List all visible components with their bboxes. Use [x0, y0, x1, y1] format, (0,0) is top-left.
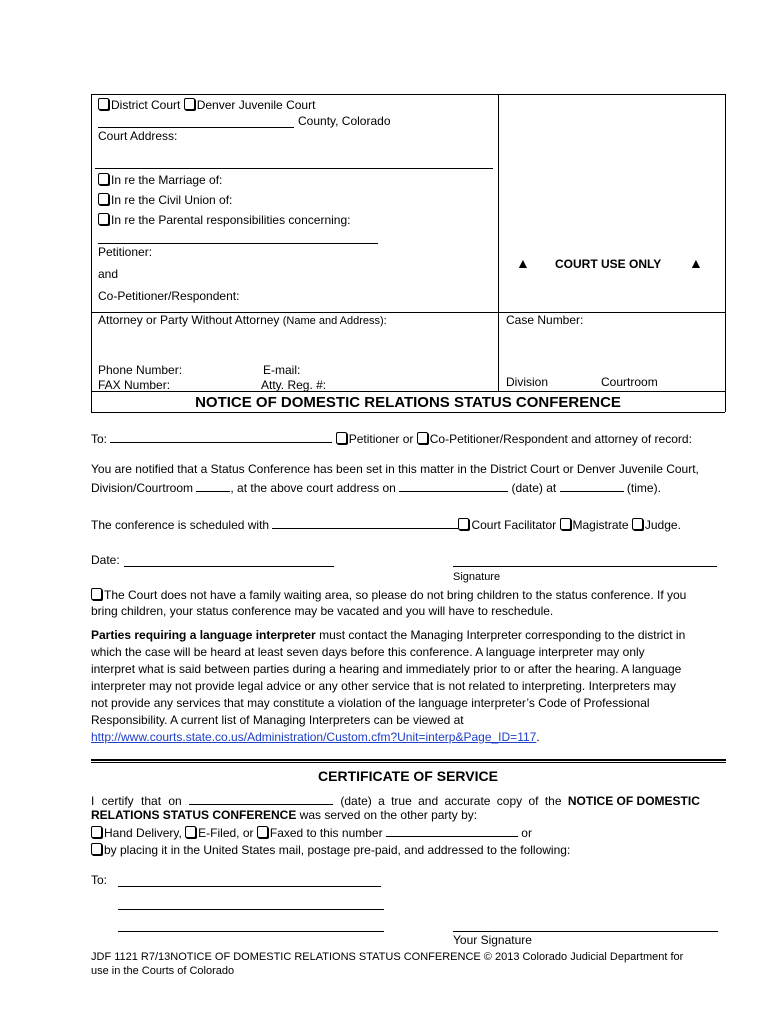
- email-label: E-mail:: [263, 363, 301, 377]
- and-label: and: [98, 267, 119, 281]
- division-courtroom-field[interactable]: [196, 480, 230, 492]
- cert-to-label: To:: [91, 873, 108, 887]
- civil-union-label: In re the Civil Union of:: [111, 193, 233, 207]
- signature-field[interactable]: [453, 566, 717, 567]
- url-end: .: [536, 730, 540, 744]
- petitioner-checkbox[interactable]: [336, 432, 347, 444]
- division-courtroom-label: Division/Courtroom: [91, 481, 194, 495]
- section-divider: [91, 759, 726, 761]
- court-address-field[interactable]: [95, 168, 493, 169]
- attorney-label: Attorney or Party Without Attorney: [98, 313, 280, 327]
- magistrate-checkbox[interactable]: [560, 518, 571, 530]
- conference-date-field[interactable]: [399, 480, 508, 492]
- district-court-checkbox[interactable]: [98, 98, 109, 110]
- mail-checkbox[interactable]: [91, 843, 102, 855]
- time-text: (time).: [626, 481, 661, 495]
- case-number-label: Case Number:: [506, 313, 584, 327]
- efiled-label: E-Filed, or: [198, 826, 254, 840]
- district-court-label: District Court: [111, 98, 181, 112]
- document-title: NOTICE OF DOMESTIC RELATIONS STATUS CONFERENCE: [195, 394, 621, 411]
- county-label: County, Colorado: [298, 114, 391, 128]
- fax-label: FAX Number:: [98, 378, 171, 392]
- section-divider: [91, 762, 726, 763]
- denver-juvenile-checkbox[interactable]: [184, 98, 195, 110]
- court-facilitator-label: Court Facilitator: [471, 518, 557, 532]
- petitioner-opt-label: Petitioner or: [348, 432, 414, 446]
- certify-mid: (date) a true and accurate copy of the: [340, 794, 562, 808]
- up-triangle-icon: ▲: [516, 255, 530, 271]
- interpreter-line5: not provide any services that may constitute a violation of the language interpreter’s Code of Professional: [91, 696, 650, 710]
- co-petitioner-opt-label: Co-Petitioner/Respondent and attorney of record:: [429, 432, 692, 446]
- waiting-area-checkbox[interactable]: [91, 588, 102, 600]
- court-address-label: Court Address:: [98, 129, 178, 143]
- fax-number-field[interactable]: [386, 825, 518, 837]
- petitioner-label: Petitioner:: [98, 245, 153, 259]
- date-label: Date:: [91, 553, 120, 567]
- judge-checkbox[interactable]: [632, 518, 643, 530]
- up-triangle-icon: ▲: [689, 255, 703, 271]
- interpreter-line6: Responsibility. A current list of Managing Interpreters can be viewed at: [91, 713, 464, 727]
- courtroom-label: Courtroom: [601, 375, 658, 389]
- notified-line: You are notified that a Status Conference has been set in this matter in the District Court or Denver Juvenile Court,: [91, 462, 699, 476]
- address-line-2[interactable]: [118, 909, 384, 910]
- interpreter-bold-lead: Parties requiring a language interpreter: [91, 628, 316, 642]
- waiting-area-line2: bring children, your status conference may be vacated and you will have to reschedule.: [91, 604, 554, 618]
- interpreter-line1: must contact the Managing Interpreter corresponding to the district in: [315, 628, 686, 642]
- notice-bold-1: NOTICE OF DOMESTIC: [567, 794, 700, 808]
- parental-resp-label: In re the Parental responsibilities concerning:: [111, 213, 351, 227]
- address-line-3[interactable]: [118, 931, 384, 932]
- magistrate-label: Magistrate: [572, 518, 629, 532]
- footer-line1: JDF 1121 R7/13NOTICE OF DOMESTIC RELATIONS STATUS CONFERENCE © 2013 Colorado Judicial Department for: [91, 951, 684, 963]
- phone-label: Phone Number:: [98, 363, 183, 377]
- co-petitioner-label: Co-Petitioner/Respondent:: [98, 289, 240, 303]
- interpreters-list-link[interactable]: http://www.courts.state.co.us/Administration/Custom.cfm?Unit=interp&Page_ID=117: [91, 730, 537, 744]
- denver-juvenile-label: Denver Juvenile Court: [196, 98, 316, 112]
- parties-field[interactable]: [98, 243, 378, 244]
- atty-reg-label: Atty. Reg. #:: [261, 378, 327, 392]
- to-label: To:: [91, 432, 108, 446]
- co-petitioner-checkbox[interactable]: [417, 432, 428, 444]
- your-signature-field[interactable]: [453, 931, 718, 932]
- parental-resp-checkbox[interactable]: [98, 213, 109, 225]
- or-text: or: [521, 826, 532, 840]
- marriage-checkbox[interactable]: [98, 173, 109, 185]
- conference-time-field[interactable]: [560, 480, 624, 492]
- court-facilitator-checkbox[interactable]: [458, 518, 469, 530]
- served-text: was served on the other party by:: [296, 808, 478, 822]
- address-line-1[interactable]: [118, 886, 381, 887]
- division-label: Division: [506, 375, 549, 389]
- footer-line2: use in the Courts of Colorado: [91, 965, 235, 977]
- scheduled-with-field[interactable]: [272, 517, 458, 529]
- faxed-checkbox[interactable]: [257, 826, 268, 838]
- attorney-sub-label: (Name and Address):: [282, 315, 387, 327]
- scheduled-label: The conference is scheduled with: [91, 518, 270, 532]
- interpreter-line4: interpreter may not provide legal advice or any other service that is not related to interpreting. Interpreters may: [91, 679, 676, 693]
- notified-mid-text: , at the above court address on: [230, 481, 396, 495]
- date-field[interactable]: [124, 566, 334, 567]
- interpreter-line3: interpret what is said between parties during a hearing and immediately prior to or after the hearing. A language: [91, 662, 682, 676]
- notice-bold-2: RELATIONS STATUS CONFERENCE: [91, 808, 297, 822]
- court-use-only-label: COURT USE ONLY: [555, 257, 662, 271]
- marriage-label: In re the Marriage of:: [111, 173, 223, 187]
- your-signature-label: Your Signature: [453, 933, 532, 947]
- service-date-field[interactable]: [189, 793, 333, 805]
- hand-delivery-label: Hand Delivery,: [104, 826, 182, 840]
- mail-label: by placing it in the United States mail, postage pre-paid, and addressed to the following:: [104, 843, 571, 857]
- civil-union-checkbox[interactable]: [98, 193, 109, 205]
- signature-label: Signature: [453, 571, 501, 583]
- date-at-text: (date) at: [511, 481, 557, 495]
- to-field[interactable]: [110, 431, 332, 443]
- interpreter-line2: which the case will be heard at least seven days before this conference. A language interpreter may only: [91, 645, 645, 659]
- waiting-area-line1: The Court does not have a family waiting area, so please do not bring children to the status conference. If you: [104, 588, 687, 602]
- certificate-title: CERTIFICATE OF SERVICE: [318, 768, 498, 784]
- county-field[interactable]: [98, 127, 294, 128]
- efiled-checkbox[interactable]: [185, 826, 196, 838]
- faxed-label: Faxed to this number: [269, 826, 383, 840]
- certify-start: I certify that on: [91, 794, 182, 808]
- judge-label: Judge.: [644, 518, 681, 532]
- hand-delivery-checkbox[interactable]: [91, 826, 102, 838]
